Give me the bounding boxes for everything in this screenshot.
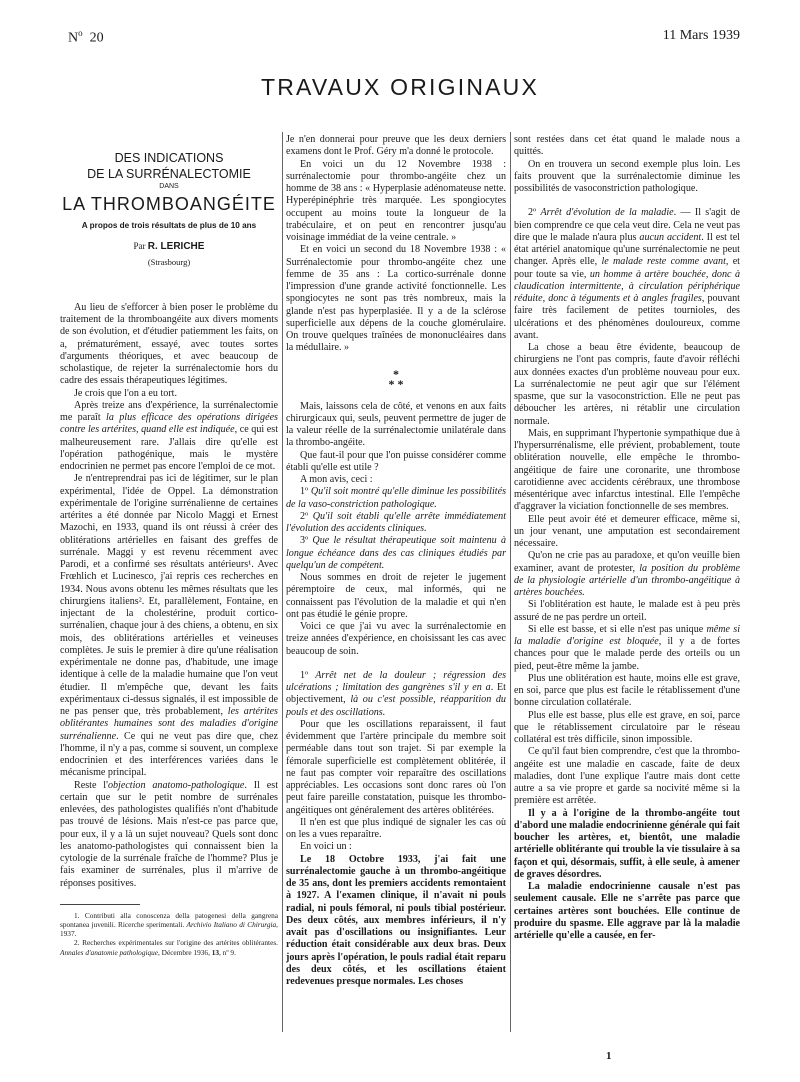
paragraph: 1º Arrêt net de la douleur ; régression des ulcérations ; limitation des gangrènes s'il y en a. Et objectivement, là ou c'est possible, réapparition du pouls et des oscillations.	[286, 669, 507, 718]
issue-date: 11 Mars 1939	[662, 28, 740, 43]
paragraph: Plus elle est basse, plus elle est grave, en soi, parce que le rétablissement circulatoire par le réseau collatéral est très difficile, sinon impossible.	[514, 709, 740, 745]
article-subtitle: A propos de trois résultats de plus de 10 ans	[81, 221, 257, 230]
paragraph: Si l'oblitération est haute, le malade est à peu près assuré de ne pas perdre un orteil.	[514, 599, 740, 623]
paragraph: 1º Qu'il soit montré qu'elle diminue les possibilités de la vaso-constriction pathologique.	[286, 486, 506, 510]
paragraph: Ce qu'il faut bien comprendre, c'est que la thrombo-angéite est une maladie en cascade, faite de deux maladies, dont l'une explique l'autre mais dont cette autre a sa vie propre et garde sa nocivité même si la première est arrêtée.	[514, 746, 740, 807]
paragraph: Si elle est basse, et si elle n'est pas unique même si la maladie d'origine est bloquée, il y a de fortes chances pour que le malade perde des orteils ou un pied, peut-être même la jambe.	[514, 623, 741, 672]
footnote: 2. Recherches expérimentales sur l'origine des artérites oblitérantes. Annales d'anatomie pathologique, Décembre 1936, 13, nº 9.	[60, 938, 278, 957]
footnote-rule	[60, 904, 140, 905]
column-1	[60, 132, 278, 957]
paragraph: En voici un du 12 Novembre 1938 : surrénalectomie pour thrombo-angéite chez un homme de 38 ans : « Hyperplasie adénomateuse nette. Hyperépinéphrie très marquée. Les spongiocytes occupent au moins toute la longueur de la trabéculaire, et on peut en rencontrer jusqu'au voisinage immédiat de la veine centrale. »	[286, 158, 506, 243]
paragraph: Je crois que l'on a eu tort.	[74, 387, 178, 399]
author-affiliation: (Strasbourg)	[147, 256, 191, 267]
paragraph: Et en voici un second du 18 Novembre 1938 : « Surrénalectomie pour thrombo-angéite chez une femme de 35 ans : La cortico-surrénale donne l'impression d'une grande activité fonctionnelle. Les spongiocytes ne sont pas très nombreux, mais la glande n'est pas hyperplasiée. Il y a de la sclérose superficielle aux dépens de la couche glomérulaire. On trouve quelques traînées de mononucléaires dans la médullaire. »	[286, 244, 506, 354]
paragraph: Pour que les oscillations reparaissent, il faut évidemment que l'artère principale du membre soit perméable dans tout son trajet. Si par exemple la fémorale superficielle est complètement oblitérée, il ne faut pas compter voir reparaître des oscillations appréciables. Les occasions sont donc rares où l'on peut faire pareille constatation, puisque les thrombo-angéitiques ont généralement des artères oblitérées.	[286, 718, 506, 816]
printer-mark: 1	[606, 1050, 612, 1062]
issue-number: $N^o$ 20	[68, 28, 104, 46]
article-title-connector: DANS	[159, 183, 179, 190]
column-rule	[510, 132, 511, 1032]
paragraph: Qu'on ne crie pas au paradoxe, et qu'on veuille bien examiner, avant de protester, la position du problème de la physiologie artérielle d'un thrombo-angéitique à artères bouchées.	[514, 550, 740, 598]
paragraph: Après treize ans d'expérience, la surrénalectomie me paraît la plus efficace des opérations dirigées contre les artérites, quand elle est indiquée, ce qui est malheureusement rare. J'allais dire qu'elle est l'opération pathogénique, mais le mystère endocrinien ne permet pas encore l'emploi de ce mot.	[60, 399, 278, 472]
paragraph: Je n'entreprendrai pas ici de légitimer, sur le plan expérimental, l'idée de Oppel. La démonstration expérimentale de l'origine surrénalienne de certaines artérites a été donnée par Nicolo Maggi et Ernest Mazochi, en 1933, quand ils ont réussi à créer des oblitérations artérielles en faisant des greffes de surrénale. Maggi y est revenu récemment avec Parodi, et a confirmé ses résultats antérieurs¹. Avec Frœhlich et Lucinesco, j'ai repris ces recherches en 1934. Nous avons obtenu les mêmes résultats que les chirurgiens italiens². Et, parallèlement, Fontaine, en injectant de la cholestérine, produit cortico-surrénalien, chaque jour à des chiens, a obtenu, en six mois, des oblitérations artérielles et veineuses complètes. Je suis le premier à dire qu'une réalisation expérimentale ne donne pas, d'habitude, une image identique à celle de la maladie humaine que l'on veut étudier. Il m'empêche que, devant les faits expérimentaux ci-dessus signalés, il est impossible de ne pas penser que, très probablement, les artérites oblitérantes humaines sont des maladies d'origine surrénalienne. Ce qui ne veut pas dire que, chez l'homme, il n'y a pas, comme si souvent, un complexe endocrinien et des interférences variées dans le mécanisme principal.	[60, 473, 278, 779]
paragraph: 2º Qu'il soit établi qu'elle arrête immédiatement l'évolution des accidents cliniques.	[286, 510, 507, 534]
paragraph: Il y a à l'origine de la thrombo-angéite tout d'abord une maladie endocrinienne générale qui fait boucher les artères, et, bientôt, une maladie artérielle oblitérante qui trouble la vie tissulaire à sa façon et qui, désormais, suffit, à elle seule, à amener de graves désordres.	[514, 807, 740, 880]
paragraph: Nous sommes en droit de rejeter le jugement péremptoire de ceux, mal informés, qui ne connaissent pas l'évolution de la maladie et qui n'en ont pas étudié le génie propre.	[286, 572, 506, 620]
column-2	[286, 134, 506, 988]
article-author: Par R. LERICHE	[133, 241, 205, 253]
column-3	[514, 134, 740, 942]
article-heading	[60, 150, 278, 268]
paragraph: Elle peut avoir été et demeurer efficace, même si, un jour venant, une amputation est secondairement nécessaire.	[514, 513, 740, 549]
paragraph: Je n'en donnerai pour preuve que les deux derniers examens dont le Prof. Géry m'a donné le protocole.	[286, 134, 506, 158]
paragraph: Le 18 Octobre 1933, j'ai fait une surrénalectomie gauche à un thrombo-angéitique de 35 ans, dont les premiers accidents remontaient à 1927. A l'examen clinique, il n'avait ni pouls radial, ni pouls fémoral, ni pouls tibial postérieur. Des deux côtés, aux membres inférieurs, il n'y avait pas d'oscillations ou insignifiantes. Leur réduction était considérable aux deux bras. Deux jours après l'opération, le pouls radial était reparu des deux côtés, et les oscillations étaient redevenues presque normales. Les choses	[286, 853, 506, 987]
paragraph: sont restées dans cet état quand le malade nous a quittés.	[514, 134, 740, 158]
paragraph: La chose a beau être évidente, beaucoup de chirurgiens ne l'ont pas compris, faute d'avoir réfléchi aux données exactes d'un problème nouveau pour eux. La surrénalectomie ne peut agir que sur l'élément spasme, que sur la vasoconstriction. Elle ne peut pas déboucher les artères, ni rétablir une circulation normale.	[514, 342, 740, 427]
paragraph: La maladie endocrinienne causale n'est pas seulement causale. Elle ne s'arrête pas parce que certaines artères sont bouchées. Elle continue de produire du spasme. Elle aggrave par là la maladie artérielle qu'elle a causée, en fer-	[514, 881, 740, 941]
paragraph: 2º Arrêt d'évolution de la maladie. — Il s'agit de bien comprendre ce que cela veut dire. Cela ne veut pas dire que le malade n'aura plus aucun accident. Il est tel état artériel anatomique qu'une surrénalectomie ne peut changer. Après elle, le malade reste comme avant, et pour toute sa vie, un homme à artère bouchée, donc à claudication intermittente, à circulation périphérique réduite, donc à téguments et à angles fragiles, pouvant faire très facilement de petites tournioles, des ulcérations et des phénomènes douloureux, comme avant.	[514, 207, 741, 341]
paragraph: 3º Que le résultat thérapeutique soit maintenu à longue échéance dans des cas cliniques étudiés par quelqu'un de compétent.	[286, 535, 507, 571]
paragraph: Il n'en est que plus indiqué de signaler les cas où on les a vues reparaître.	[286, 816, 506, 840]
paragraph: Que faut-il pour que l'on puisse considérer comme établi qu'elle est utile ?	[286, 449, 506, 473]
article-title-line: DES INDICATIONS	[114, 151, 224, 165]
paragraph: Mais, laissons cela de côté, et venons en aux faits chirurgicaux qui, seuls, peuvent permettre de juger de la valeur réelle de la surrénalectomie unilatérale dans la thrombo-angéite.	[286, 400, 506, 449]
section-separator: * * *	[388, 366, 404, 391]
paragraph: Plus une oblitération est haute, moins elle est grave, en soi, parce que plus est facile le rétablissement d'une bonne circulation collatérale.	[514, 672, 740, 709]
paragraph: Au lieu de s'efforcer à bien poser le problème du traitement de la thromboangéite aux divers moments de son évolution, et d'étudier patiemment les faits, on a, prématurément, essayé, avec toutes sortes d'arguments théoriques, et avec beaucoup de scholastique, de rejeter la surrénalectomie hors du cadre des essais thérapeutiques légitimes.	[60, 301, 278, 387]
paragraph: En voici un :	[300, 841, 352, 853]
paragraph: Reste l'objection anatomo-pathologique. Il est certain que sur le petit nombre de surrénales enlevées, des pathologistes qualifiés n'ont d'habitude pas trouvé de lésions. Mais n'est-ce pas parce que, pour eux, il y a là un sujet nouveau? Quels sont donc les anatomo-pathologistes qui connaissent bien la cytologie de la surrénale fraîche de l'homme? Plus je fais examiner de surrénales, plus il m'arrive de réponses positives.	[60, 779, 279, 889]
paragraph: Voici ce que j'ai vu avec la surrénalectomie en treize années d'expérience, en choisissant les cas avec beaucoup de soin.	[286, 621, 506, 657]
article-title-line: DE LA SURRÉNALECTOMIE	[87, 167, 251, 181]
paragraph: A mon avis, ceci :	[300, 474, 373, 485]
paragraph: Mais, en supprimant l'hypertonie sympathique due à l'hypersurrénalisme, elle prévient, probablement, toute oblitération nouvelle, elle empêche le thrombo-angéitique de faire une coronarite, une thrombose carotidienne avec accidents cérébraux, une thrombose mésentérique avec infarctus intestinal. Elle l'empêche d'aggraver la viciation fonctionnelle de ses membres.	[514, 427, 740, 513]
paragraph: On en trouvera un second exemple plus loin. Les faits prouvent que la surrénalectomie diminue les possibilités de vasoconstriction pathologique.	[514, 158, 740, 194]
column-rule	[282, 132, 283, 1032]
article-title-main: LA THROMBOANGÉITE	[62, 194, 276, 214]
footnote: 1. Contributi alla conoscenza della patogenesi della gangrena spontanea juvenili. Ricerche sperimentali. Archivio Italiano di Chirurgia, 1937.	[60, 910, 278, 939]
section-title: TRAVAUX ORIGINAUX	[260, 74, 540, 100]
